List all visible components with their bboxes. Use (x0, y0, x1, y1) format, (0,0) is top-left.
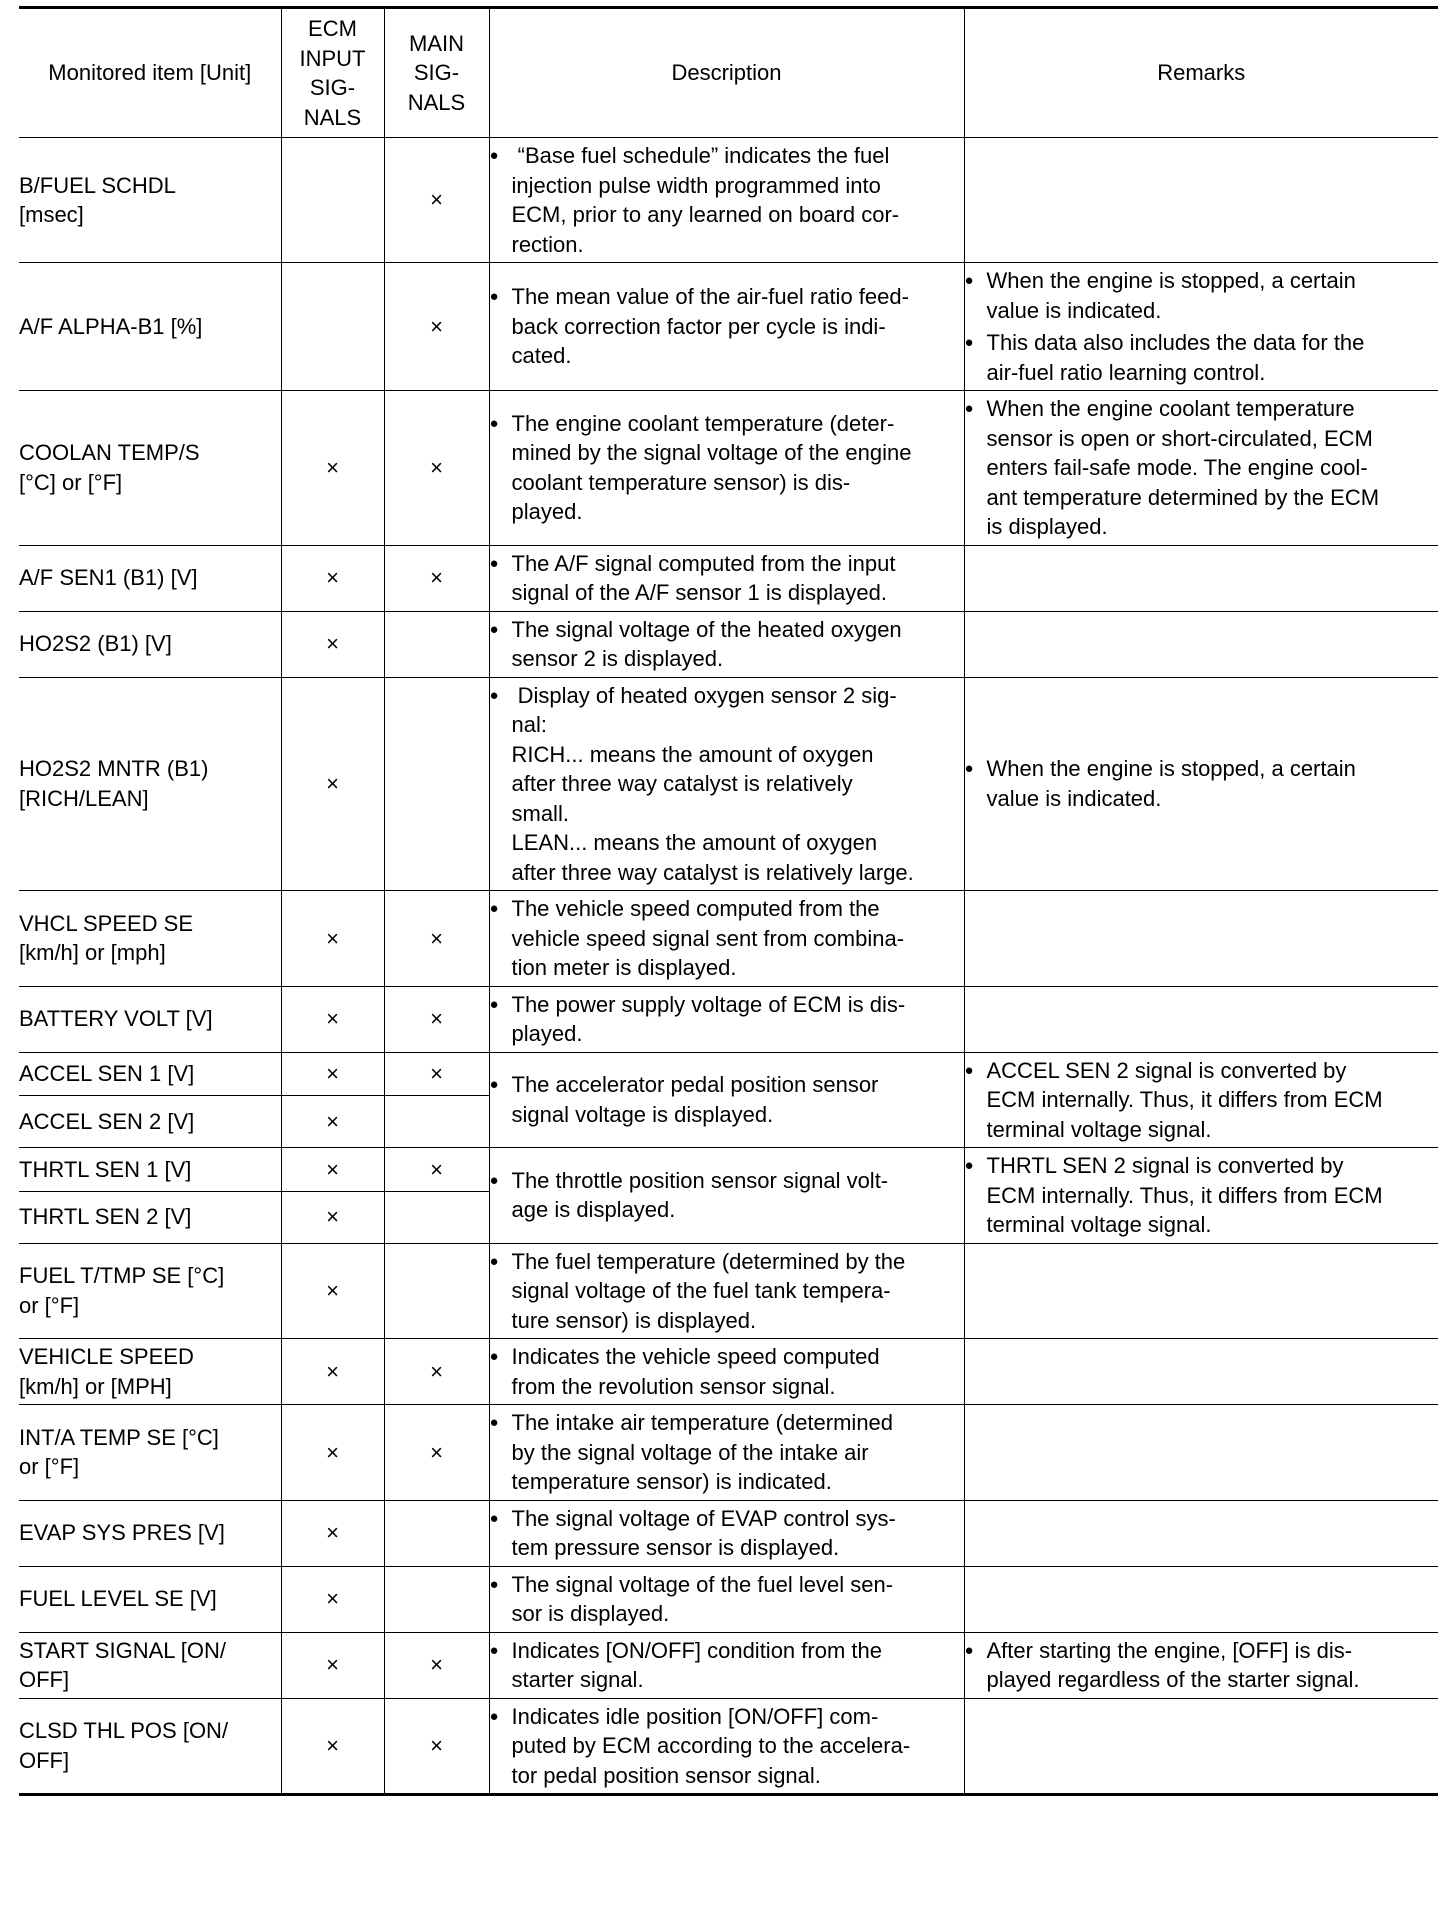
text-line: enters fail-safe mode. The engine cool- (986, 455, 1368, 480)
monitored-item-text: HO2S2 (B1) [V] (19, 631, 172, 657)
bullet-icon: ● (489, 1575, 499, 1593)
text-line: The vehicle speed computed from the (511, 896, 880, 921)
header-main-signals: MAIN SIG- NALS (384, 8, 489, 138)
ecm-input-mark: × (281, 1632, 384, 1698)
bullet-icon: ● (489, 995, 499, 1013)
text-line: When the engine coolant temperature (986, 396, 1355, 421)
bullet-text (987, 1056, 1439, 1145)
remark-bullet (965, 328, 1439, 387)
bullet-icon: ● (489, 288, 499, 306)
monitored-item-text: BATTERY VOLT [V] (19, 1006, 213, 1032)
description-cell (489, 138, 964, 263)
ecm-input-mark: × (281, 1148, 384, 1192)
text-line: “Base fuel schedule” indicates the fuel (511, 143, 890, 168)
text-line: When the engine is stopped, a certain (986, 756, 1356, 782)
bullet-icon: ● (964, 760, 974, 778)
bullet-icon: ● (964, 400, 974, 417)
main-signal-mark: × (384, 391, 489, 546)
description-cell (489, 1052, 964, 1148)
bullet-icon: ● (489, 686, 499, 704)
ecm-input-mark (281, 138, 384, 263)
table-row (19, 1566, 1438, 1632)
table-row (19, 1148, 1438, 1192)
text-line: signal of the A/F sensor 1 is displayed. (511, 580, 887, 605)
header-remarks: Remarks (964, 8, 1438, 138)
description-bullet (490, 1342, 964, 1401)
text-line: The mean value of the air-fuel ratio feed- (511, 284, 909, 310)
monitored-item-text: [km/h] or [MPH] (19, 1373, 172, 1399)
monitored-item-text: START SIGNAL [ON/ (19, 1637, 227, 1663)
remarks-cell (964, 263, 1438, 391)
bullet-icon: ● (489, 1641, 499, 1659)
bullet-text (987, 1636, 1439, 1695)
description-bullet (490, 1570, 964, 1629)
bullet-icon: ● (964, 272, 974, 289)
description-cell (489, 1339, 964, 1405)
monitored-item-text: FUEL T/TMP SE [°C] (19, 1263, 225, 1289)
bullet-icon: ● (489, 1171, 499, 1189)
table-header-row (19, 8, 1438, 138)
main-signal-mark: × (384, 263, 489, 391)
bullet-text (512, 894, 964, 983)
remark-bullet (965, 266, 1439, 325)
main-signal-mark (384, 1096, 489, 1148)
table-row (19, 677, 1438, 891)
remarks-cell (964, 1632, 1438, 1698)
bullet-text (512, 1570, 964, 1629)
text-line: ECM internally. Thus, it differs from ECM (986, 1087, 1383, 1112)
text-line: rection. (511, 231, 584, 257)
table-row (19, 611, 1438, 677)
monitored-item-cell: THRTL SEN 2 [V] (19, 1191, 281, 1243)
monitored-item-text: [°C] or [°F] (19, 469, 123, 495)
table-row (19, 263, 1438, 391)
bullet-text (512, 1247, 964, 1336)
description-cell (489, 891, 964, 987)
bullet-text (512, 1636, 964, 1695)
description-bullet (490, 1408, 964, 1497)
bullet-text (512, 1702, 964, 1791)
text-line: The A/F signal computed from the input (511, 550, 896, 576)
description-bullet (490, 615, 964, 674)
table-row (19, 1052, 1438, 1096)
text-line: The power supply voltage of ECM is dis- (511, 991, 906, 1017)
monitored-item-text: FUEL LEVEL SE [V] (19, 1586, 217, 1612)
bullet-icon: ● (489, 1707, 499, 1725)
remarks-cell (964, 1698, 1438, 1795)
bullet-text (512, 1070, 964, 1129)
text-line: cated. (511, 343, 572, 369)
description-cell (489, 263, 964, 391)
table-row (19, 1405, 1438, 1501)
main-signal-mark: × (384, 891, 489, 987)
text-line: The accelerator pedal position sensor (511, 1072, 879, 1098)
monitored-item-cell: THRTL SEN 1 [V] (19, 1148, 281, 1192)
monitored-item-text: HO2S2 MNTR (B1) (19, 756, 209, 782)
text-line: air-fuel ratio learning control. (986, 359, 1266, 385)
text-line: ant temperature determined by the ECM (986, 484, 1380, 510)
monitored-item-text: CLSD THL POS [ON/ (19, 1718, 229, 1744)
text-line: When the engine is stopped, a certain (986, 268, 1356, 293)
text-line: The signal voltage of the fuel level sen- (511, 1571, 894, 1597)
monitored-item-text: VEHICLE SPEED (19, 1344, 194, 1369)
remark-bullet (965, 754, 1439, 813)
text-line: The intake air temperature (determined (511, 1410, 894, 1435)
ecm-input-mark: × (281, 1339, 384, 1405)
monitored-item-text: OFF] (19, 1747, 70, 1773)
bullet-text (987, 1151, 1439, 1240)
bullet-icon: ● (489, 900, 499, 917)
monitored-item-text: [km/h] or [mph] (19, 940, 166, 966)
text-line: RICH... means the amount of oxygen (511, 741, 874, 767)
monitored-item-text: EVAP SYS PRES [V] (19, 1520, 225, 1546)
description-bullet (490, 141, 964, 259)
description-bullet (490, 409, 964, 527)
text-line: ture sensor) is displayed. (511, 1307, 757, 1333)
text-line: Indicates idle position [ON/OFF] com- (511, 1703, 879, 1729)
remarks-cell (964, 611, 1438, 677)
text-line: after three way catalyst is relatively large. (511, 859, 914, 885)
main-signal-mark: × (384, 1052, 489, 1096)
bullet-icon: ● (489, 620, 499, 638)
text-line: age is displayed. (511, 1197, 676, 1223)
bullet-text (512, 990, 964, 1049)
monitored-item-cell (19, 986, 281, 1052)
text-line: Indicates the vehicle speed computed (511, 1344, 880, 1369)
monitored-item-cell: ACCEL SEN 1 [V] (19, 1052, 281, 1096)
bullet-text (512, 1408, 964, 1497)
description-bullet (490, 1504, 964, 1563)
text-line: vehicle speed signal sent from combina- (511, 925, 905, 951)
remarks-cell (964, 986, 1438, 1052)
ecm-input-mark (281, 263, 384, 391)
remarks-cell (964, 1052, 1438, 1148)
ecm-input-mark: × (281, 1243, 384, 1339)
main-signal-mark: × (384, 545, 489, 611)
description-cell (489, 986, 964, 1052)
table-row (19, 1339, 1438, 1405)
ecm-input-mark: × (281, 1052, 384, 1096)
main-signal-mark (384, 1566, 489, 1632)
monitored-item-cell (19, 1405, 281, 1501)
ecm-input-mark: × (281, 1566, 384, 1632)
main-signal-mark: × (384, 1405, 489, 1501)
remarks-cell (964, 545, 1438, 611)
text-line: This data also includes the data for the (986, 330, 1365, 355)
monitored-item-cell (19, 1698, 281, 1795)
main-signal-mark: × (384, 138, 489, 263)
bullet-icon: ● (489, 147, 499, 164)
monitored-item-text: A/F ALPHA-B1 [%] (19, 313, 203, 339)
description-bullet (490, 1247, 964, 1336)
monitored-item-text: OFF] (19, 1667, 70, 1692)
monitored-item-text: A/F SEN1 (B1) [V] (19, 565, 198, 591)
description-cell (489, 1148, 964, 1244)
monitor-table-container (19, 6, 1438, 1796)
table-row (19, 1243, 1438, 1339)
description-cell (489, 1243, 964, 1339)
remarks-cell (964, 677, 1438, 891)
ecm-input-mark: × (281, 986, 384, 1052)
bullet-text (512, 1166, 964, 1225)
description-bullet (490, 1702, 964, 1791)
text-line: by the signal voltage of the intake air (511, 1439, 869, 1465)
remarks-cell (964, 1500, 1438, 1566)
ecm-input-mark: × (281, 891, 384, 987)
monitored-item-text: or [°F] (19, 1454, 80, 1480)
bullet-text (512, 1342, 964, 1401)
monitored-item-text: [RICH/LEAN] (19, 785, 149, 811)
remarks-cell (964, 1405, 1438, 1501)
description-cell (489, 1698, 964, 1795)
text-line: back correction factor per cycle is indi- (511, 313, 886, 339)
main-signal-mark: × (384, 1148, 489, 1192)
description-bullet (490, 1070, 964, 1129)
monitored-item-text: B/FUEL SCHDL (19, 172, 176, 198)
text-line: temperature sensor) is indicated. (511, 1469, 832, 1494)
text-line: signal voltage is displayed. (511, 1101, 774, 1127)
remarks-cell (964, 391, 1438, 546)
ecm-input-mark: × (281, 1096, 384, 1148)
main-signal-mark (384, 1500, 489, 1566)
monitored-item-text: VHCL SPEED SE (19, 910, 194, 936)
monitored-item-cell (19, 1632, 281, 1698)
header-description: Description (489, 8, 964, 138)
description-bullet (490, 1166, 964, 1225)
text-line: coolant temperature sensor) is dis- (511, 469, 851, 495)
bullet-text (512, 549, 964, 608)
text-line: terminal voltage signal. (986, 1116, 1212, 1142)
monitored-item-text: [msec] (19, 202, 84, 227)
table-row (19, 391, 1438, 546)
description-cell (489, 1500, 964, 1566)
text-line: The signal voltage of the heated oxygen (511, 616, 902, 642)
bullet-text (987, 328, 1439, 387)
table-row (19, 1698, 1438, 1795)
bullet-icon: ● (489, 1509, 499, 1527)
main-signal-mark: × (384, 1632, 489, 1698)
remarks-cell (964, 1339, 1438, 1405)
text-line: THRTL SEN 2 signal is converted by (986, 1153, 1344, 1178)
description-cell (489, 391, 964, 546)
monitor-item-table (19, 6, 1438, 1796)
monitored-item-cell (19, 1500, 281, 1566)
text-line: ECM, prior to any learned on board cor- (511, 202, 900, 227)
monitored-item-cell (19, 611, 281, 677)
text-line: is displayed. (986, 514, 1108, 539)
text-line: mined by the signal voltage of the engine (511, 440, 912, 466)
header-ecm-input-signals: ECM INPUT SIG- NALS (281, 8, 384, 138)
text-line: value is indicated. (986, 785, 1162, 811)
bullet-icon: ● (964, 1641, 974, 1659)
monitored-item-cell (19, 1339, 281, 1405)
text-line: tor pedal position sensor signal. (511, 1762, 821, 1788)
bullet-text (987, 266, 1439, 325)
description-cell (489, 1632, 964, 1698)
remark-bullet (965, 1151, 1439, 1240)
text-line: small. (511, 800, 569, 826)
monitored-item-cell (19, 677, 281, 891)
bullet-text (987, 394, 1439, 542)
text-line: ECM internally. Thus, it differs from ECM (986, 1182, 1383, 1208)
bullet-text (512, 141, 964, 259)
text-line: tem pressure sensor is displayed. (511, 1535, 840, 1560)
text-line: The signal voltage of EVAP control sys- (511, 1505, 896, 1531)
bullet-icon: ● (489, 1252, 499, 1270)
bullet-icon: ● (489, 1414, 499, 1431)
main-signal-mark: × (384, 1339, 489, 1405)
monitored-item-cell (19, 891, 281, 987)
text-line: played. (511, 499, 583, 525)
text-line: Display of heated oxygen sensor 2 sig- (511, 682, 897, 708)
ecm-input-mark: × (281, 1500, 384, 1566)
remark-bullet (965, 1056, 1439, 1145)
main-signal-mark (384, 611, 489, 677)
bullet-icon: ● (489, 554, 499, 572)
description-bullet (490, 549, 964, 608)
bullet-icon: ● (489, 1076, 499, 1094)
bullet-text (512, 1504, 964, 1563)
main-signal-mark: × (384, 1698, 489, 1795)
monitored-item-text: INT/A TEMP SE [°C] (19, 1424, 219, 1450)
monitored-item-cell (19, 1566, 281, 1632)
text-line: after three way catalyst is relatively (511, 771, 853, 796)
description-bullet (490, 681, 964, 888)
text-line: value is indicated. (986, 297, 1162, 323)
description-bullet (490, 282, 964, 371)
description-cell (489, 1566, 964, 1632)
monitored-item-text: or [°F] (19, 1292, 80, 1318)
text-line: starter signal. (511, 1667, 644, 1692)
text-line: injection pulse width programmed into (511, 172, 881, 198)
monitored-item-cell (19, 138, 281, 263)
text-line: The engine coolant temperature (deter- (511, 410, 895, 436)
remarks-cell (964, 1566, 1438, 1632)
bullet-text (512, 282, 964, 371)
remark-bullet (965, 394, 1439, 542)
text-line: played regardless of the starter signal. (986, 1667, 1360, 1692)
text-line: sensor is open or short-circulated, ECM (986, 425, 1373, 451)
monitored-item-cell (19, 1243, 281, 1339)
bullet-icon: ● (489, 414, 499, 432)
remark-bullet (965, 1636, 1439, 1695)
text-line: from the revolution sensor signal. (511, 1373, 836, 1399)
monitored-item-cell (19, 263, 281, 391)
table-body (19, 138, 1438, 1795)
remarks-cell (964, 1243, 1438, 1339)
text-line: The fuel temperature (determined by the (511, 1248, 906, 1274)
monitored-item-cell: ACCEL SEN 2 [V] (19, 1096, 281, 1148)
ecm-input-mark: × (281, 677, 384, 891)
bullet-text (512, 681, 964, 888)
ecm-input-mark: × (281, 611, 384, 677)
description-cell (489, 545, 964, 611)
description-bullet (490, 990, 964, 1049)
bullet-icon: ● (964, 1157, 974, 1174)
ecm-input-mark: × (281, 1698, 384, 1795)
description-bullet (490, 894, 964, 983)
ecm-input-mark: × (281, 1405, 384, 1501)
bullet-text (987, 754, 1439, 813)
text-line: The throttle position sensor signal volt- (511, 1167, 889, 1193)
ecm-input-mark: × (281, 545, 384, 611)
table-row (19, 891, 1438, 987)
monitored-item-text: COOLAN TEMP/S (19, 440, 200, 466)
main-signal-mark (384, 1191, 489, 1243)
bullet-text (512, 409, 964, 527)
table-row (19, 545, 1438, 611)
bullet-icon: ● (964, 334, 974, 351)
text-line: signal voltage of the fuel tank tempera- (511, 1278, 891, 1303)
text-line: played. (511, 1021, 583, 1046)
text-line: LEAN... means the amount of oxygen (511, 830, 878, 855)
text-line: tion meter is displayed. (511, 955, 737, 980)
text-line: After starting the engine, [OFF] is dis- (986, 1637, 1353, 1663)
text-line: sor is displayed. (511, 1601, 670, 1626)
table-row (19, 1500, 1438, 1566)
bullet-icon: ● (489, 1348, 499, 1365)
table-row (19, 138, 1438, 263)
main-signal-mark (384, 1243, 489, 1339)
monitored-item-cell (19, 391, 281, 546)
main-signal-mark: × (384, 986, 489, 1052)
description-cell (489, 677, 964, 891)
remarks-cell (964, 138, 1438, 263)
text-line: Indicates [ON/OFF] condition from the (511, 1637, 882, 1663)
description-cell (489, 1405, 964, 1501)
bullet-text (512, 615, 964, 674)
text-line: terminal voltage signal. (986, 1212, 1212, 1237)
monitored-item-cell (19, 545, 281, 611)
remarks-cell (964, 1148, 1438, 1244)
bullet-icon: ● (964, 1061, 974, 1079)
table-row (19, 986, 1438, 1052)
main-signal-mark (384, 677, 489, 891)
description-cell (489, 611, 964, 677)
text-line: nal: (511, 712, 547, 737)
text-line: sensor 2 is displayed. (511, 646, 724, 671)
text-line: puted by ECM according to the accelera- (511, 1733, 911, 1758)
header-monitored-item: Monitored item [Unit] (19, 8, 281, 138)
table-row (19, 1632, 1438, 1698)
ecm-input-mark: × (281, 391, 384, 546)
text-line: ACCEL SEN 2 signal is converted by (986, 1057, 1347, 1083)
description-bullet (490, 1636, 964, 1695)
ecm-input-mark: × (281, 1191, 384, 1243)
remarks-cell (964, 891, 1438, 987)
